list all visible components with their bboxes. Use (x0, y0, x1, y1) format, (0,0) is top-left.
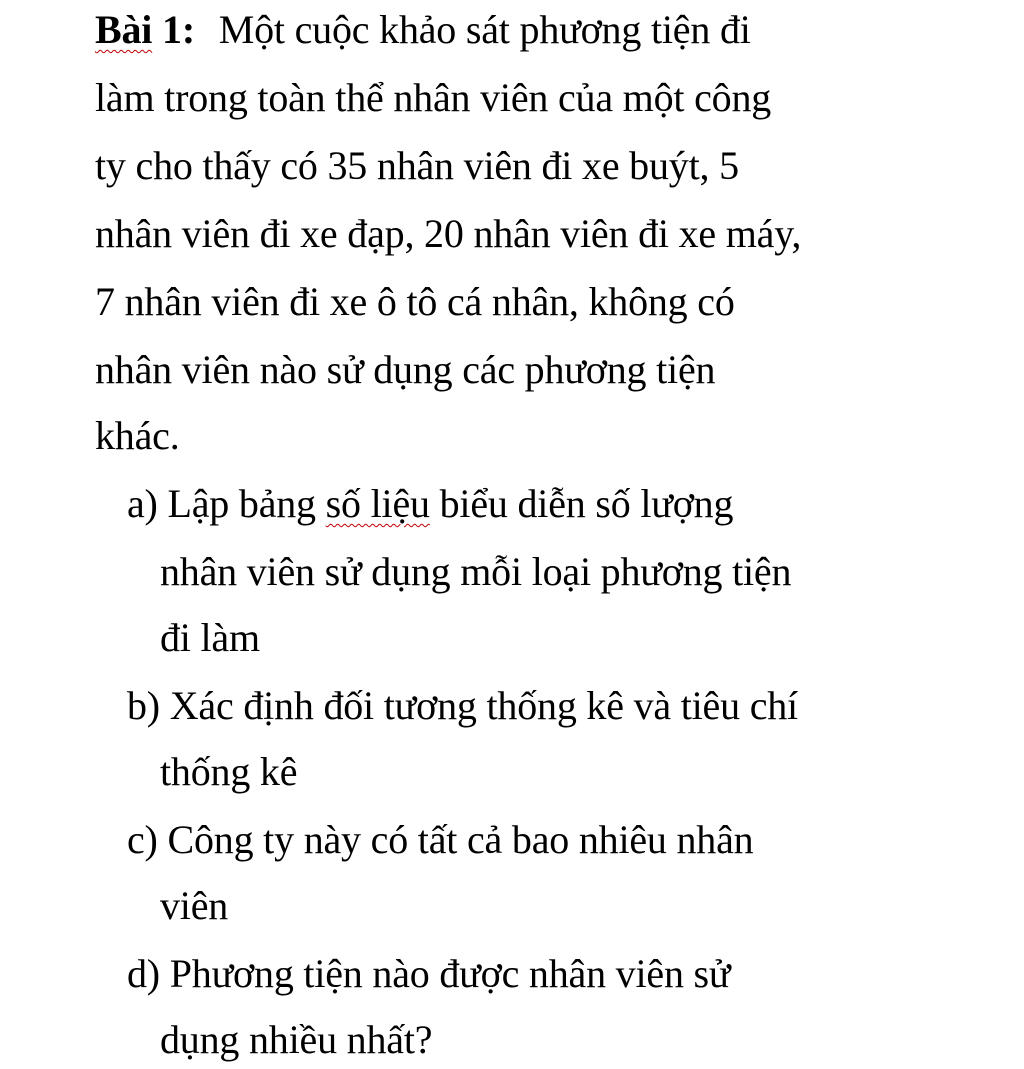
question-d-line-2: dụng nhiều nhất? (160, 1017, 433, 1062)
problem-line-5: 7 nhân viên đi xe ô tô cá nhân, không có (95, 279, 735, 324)
problem-line-6: nhân viên nào sử dụng các phương tiện (95, 347, 716, 392)
question-a-line-3: đi làm (160, 615, 260, 660)
problem-line-1 (95, 6, 751, 54)
question-d-marker: d) (127, 951, 160, 996)
question-d-text-1: Phương tiện nào được nhân viên sử (169, 951, 731, 996)
question-b-line-1 (127, 682, 798, 730)
problem-line-7: khác. (95, 413, 180, 458)
problem-number: 1: (162, 7, 195, 52)
question-a-marker: a) (127, 481, 158, 526)
problem-line-3: ty cho thấy có 35 nhân viên đi xe buýt, 5 (95, 143, 739, 188)
question-a-line-2: nhân viên sử dụng mỗi loại phương tiện (160, 549, 792, 594)
problem-text-1: Một cuộc khảo sát phương tiện đi (218, 7, 751, 52)
question-b-line-2: thống kê (160, 749, 298, 794)
question-c-line-1 (127, 816, 753, 864)
question-b-marker: b) (127, 683, 160, 728)
question-b-text-1: Xác định đối tương thống kê và tiêu chí (169, 683, 798, 728)
problem-line-2: làm trong toàn thể nhân viên của một công (95, 75, 772, 120)
question-c-text-1: Công ty này có tất cả bao nhiêu nhân (167, 817, 754, 862)
question-c-marker: c) (127, 817, 158, 862)
question-a-text-pre: Lập bảng (167, 481, 316, 526)
question-a-text-squiggle: số liệu (325, 481, 430, 526)
question-c-line-2: viên (160, 883, 229, 928)
question-a-text-post: biểu diễn số lượng (439, 481, 734, 526)
question-a-line-1 (127, 480, 733, 528)
problem-line-4: nhân viên đi xe đạp, 20 nhân viên đi xe máy, (95, 211, 802, 256)
problem-label: Bài (95, 7, 153, 52)
question-d-line-1 (127, 950, 730, 998)
